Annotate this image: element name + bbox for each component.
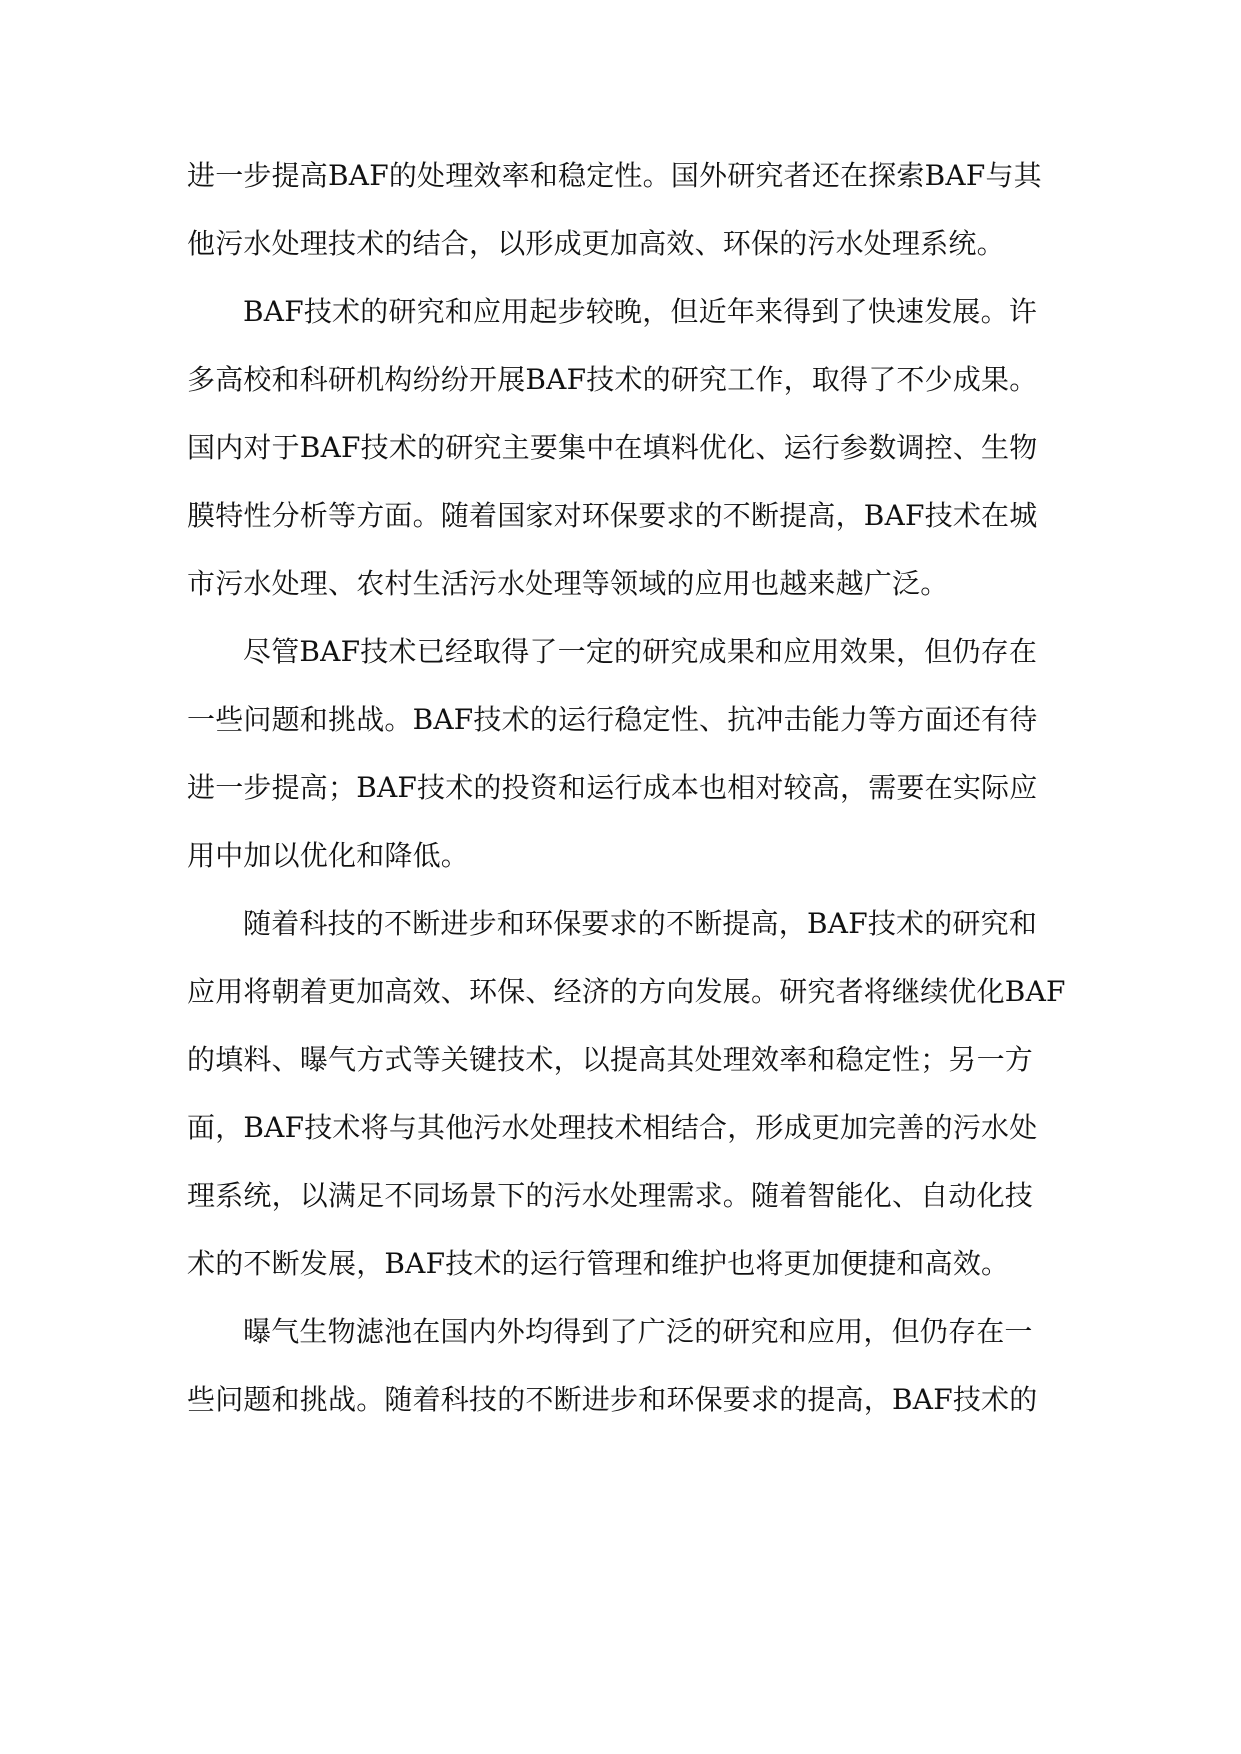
paragraph-first-line: 随着科技的不断进步和环保要求的不断提高，BAF技术的研究和 xyxy=(243,907,1038,940)
text-line: 的填料、曝气方式等关键技术，以提高其处理效率和稳定性；另一方 xyxy=(187,1043,1034,1076)
text-line: 市污水处理、农村生活污水处理等领域的应用也越来越广泛。 xyxy=(187,567,949,600)
text-line: 膜特性分析等方面。随着国家对环保要求的不断提高，BAF技术在城 xyxy=(187,499,1038,532)
text-line: 用中加以优化和降低。 xyxy=(187,839,470,872)
text-line: 进一步提高BAF的处理效率和稳定性。国外研究者还在探索BAF与其 xyxy=(187,159,1042,192)
text-line: 面，BAF技术将与其他污水处理技术相结合，形成更加完善的污水处 xyxy=(187,1111,1038,1144)
text-line: 术的不断发展，BAF技术的运行管理和维护也将更加便捷和高效。 xyxy=(187,1247,1010,1280)
paragraph-first-line: 尽管BAF技术已经取得了一定的研究成果和应用效果，但仍存在 xyxy=(243,635,1038,668)
text-line: 进一步提高；BAF技术的投资和运行成本也相对较高，需要在实际应 xyxy=(187,771,1038,804)
text-line: 多高校和科研机构纷纷开展BAF技术的研究工作，取得了不少成果。 xyxy=(187,363,1038,396)
paragraph-first-line: BAF技术的研究和应用起步较晚，但近年来得到了快速发展。许 xyxy=(243,295,1038,328)
text-line: 一些问题和挑战。BAF技术的运行稳定性、抗冲击能力等方面还有待 xyxy=(187,703,1038,736)
body-text xyxy=(187,142,1066,1434)
text-line: 应用将朝着更加高效、环保、经济的方向发展。研究者将继续优化BAF xyxy=(187,975,1066,1008)
paragraph-first-line: 曝气生物滤池在国内外均得到了广泛的研究和应用，但仍存在一 xyxy=(243,1315,1033,1348)
text-line: 他污水处理技术的结合，以形成更加高效、环保的污水处理系统。 xyxy=(187,227,1005,260)
text-line: 国内对于BAF技术的研究主要集中在填料优化、运行参数调控、生物 xyxy=(187,431,1038,464)
text-line: 理系统，以满足不同场景下的污水处理需求。随着智能化、自动化技 xyxy=(187,1179,1034,1212)
text-line: 些问题和挑战。随着科技的不断进步和环保要求的提高，BAF技术的 xyxy=(187,1383,1038,1416)
